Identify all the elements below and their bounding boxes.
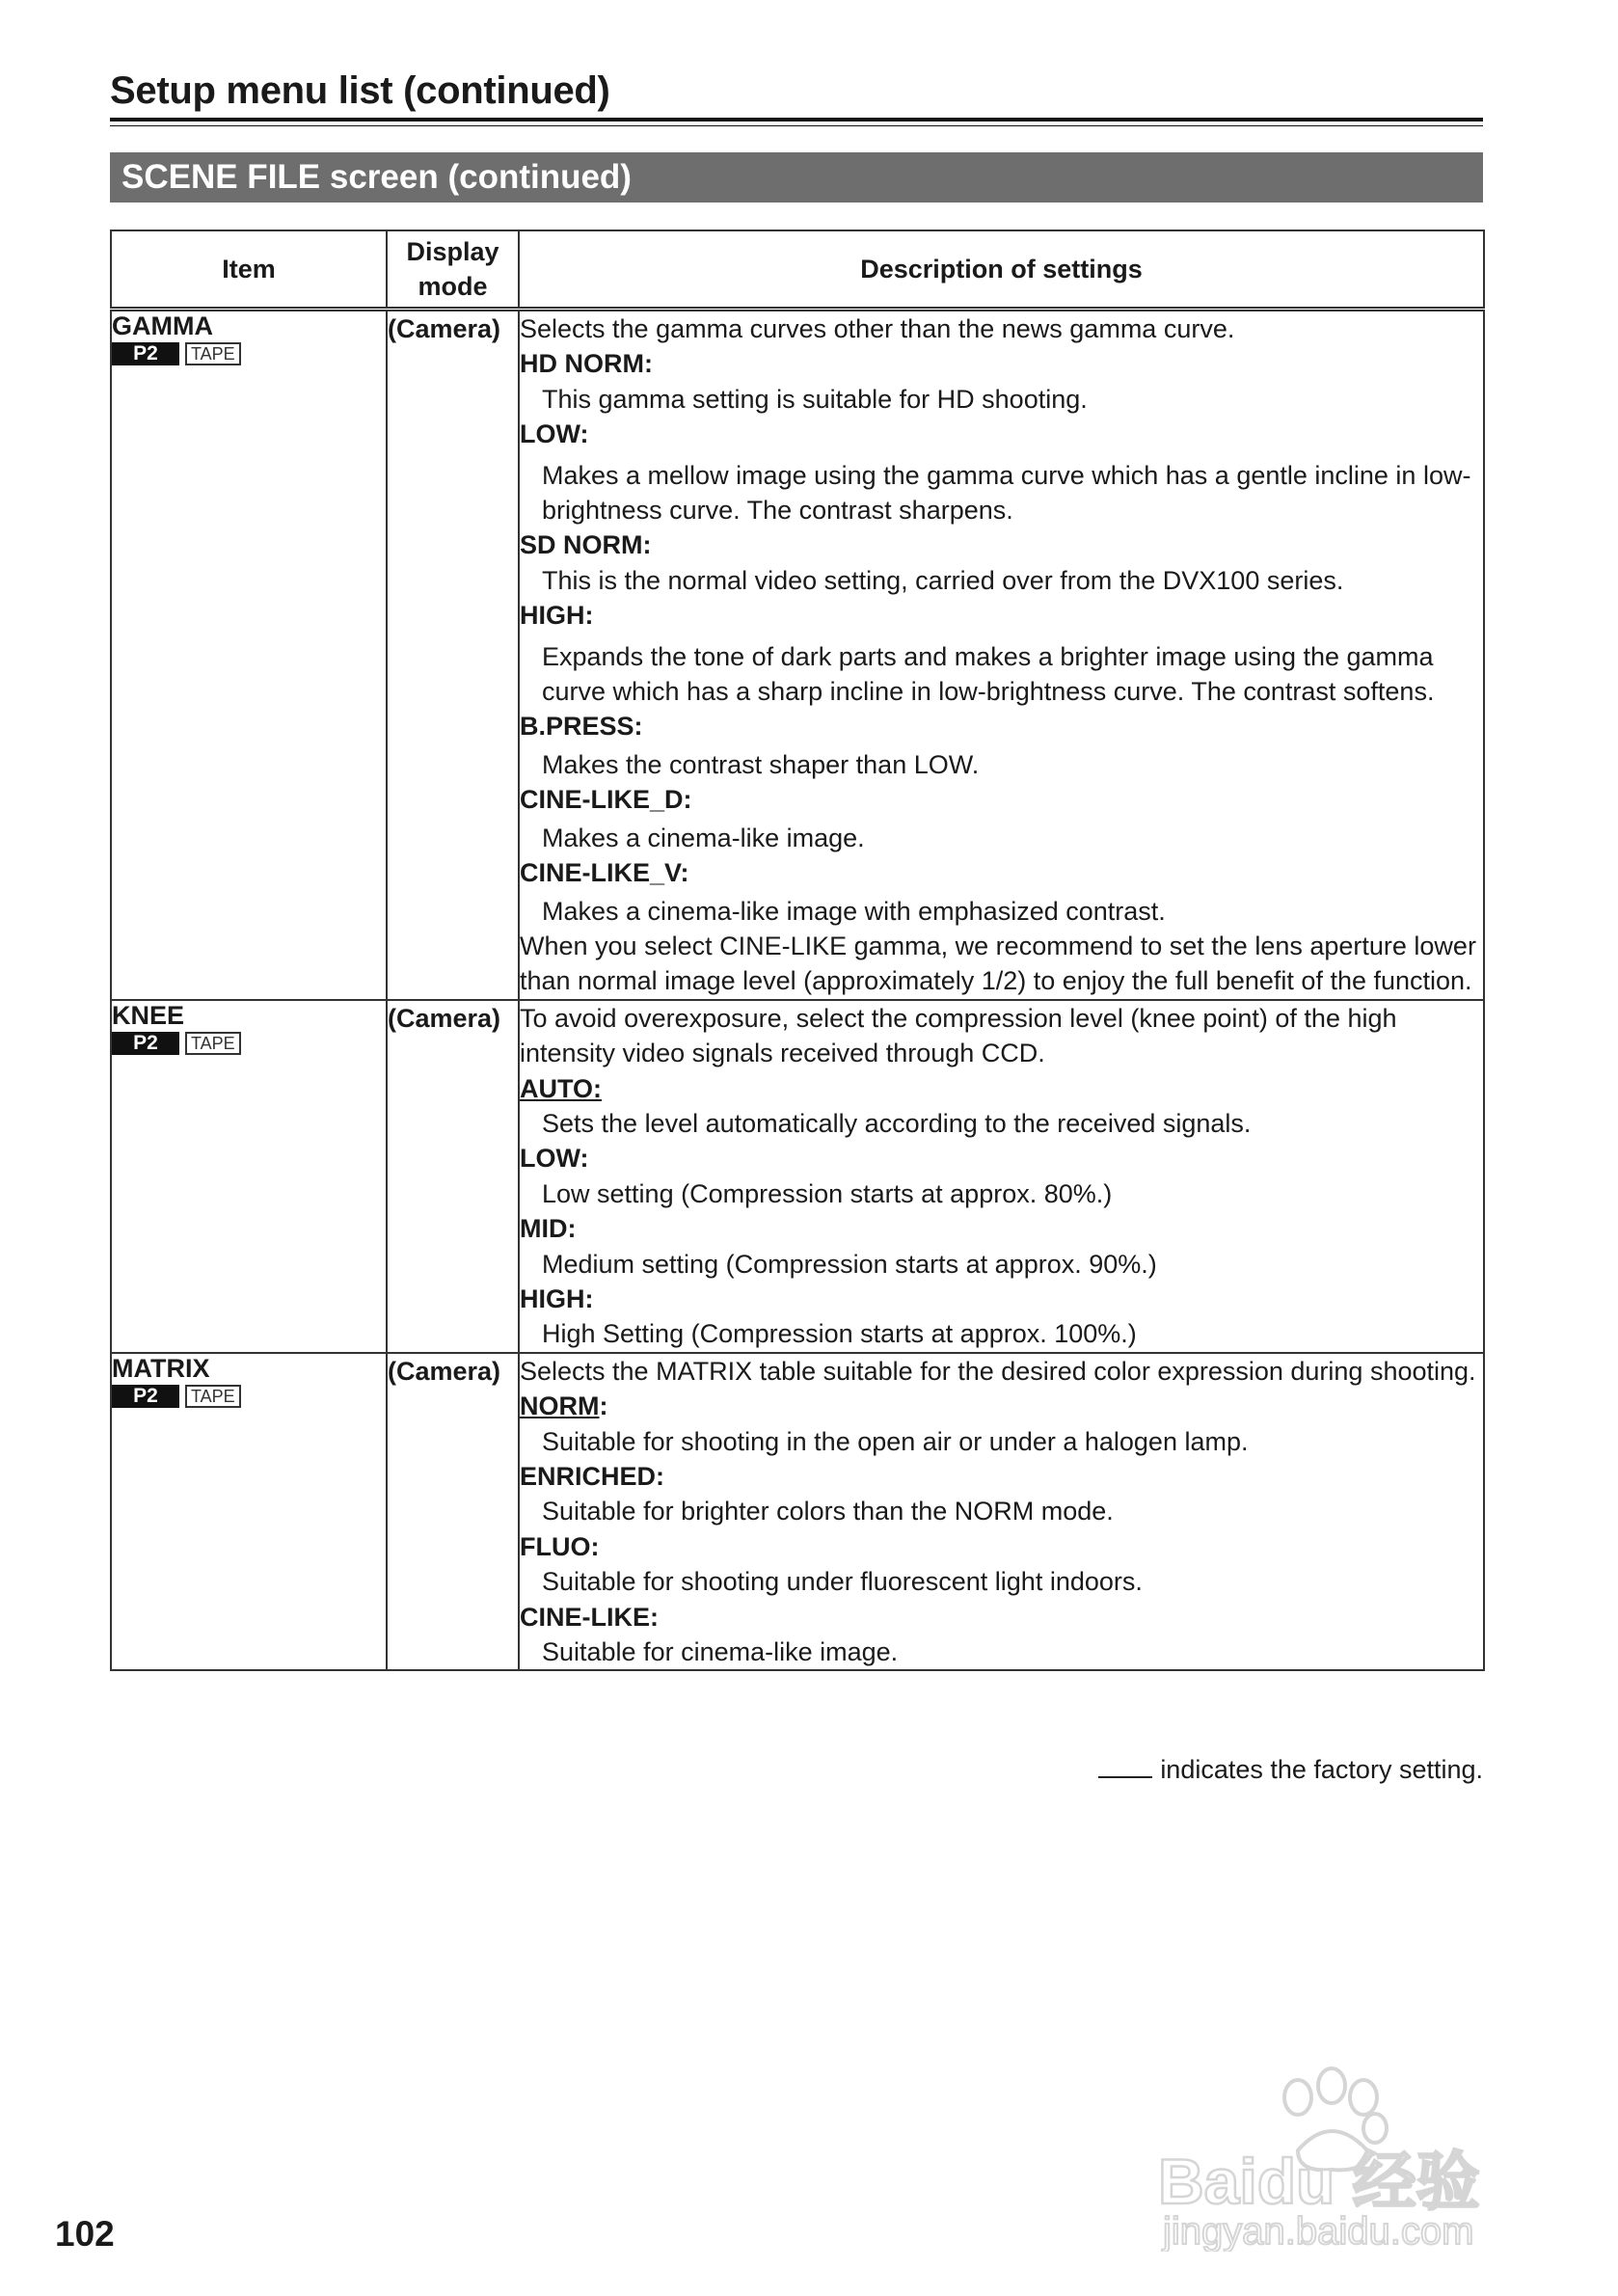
description-intro: Selects the MATRIX table suitable for the desired color expression during shooting. [520, 1356, 1476, 1386]
option-description: Expands the tone of dark parts and makes a brighter image using the gamma curve which has a sharp incline in low-brightness curve. The contrast softens. [542, 641, 1435, 707]
option-label-default: NORM [520, 1391, 600, 1421]
option-description: Suitable for brighter colors than the NORM mode. [542, 1497, 1114, 1526]
section-heading: SCENE FILE screen (continued) [110, 152, 1483, 203]
tape-badge: TAPE [185, 1385, 241, 1408]
header-description: Description of settings [519, 230, 1484, 310]
option-description: Low setting (Compression starts at approx. 80%.) [542, 1178, 1113, 1208]
item-cell [111, 310, 387, 1000]
option-label: ENRICHED: [520, 1462, 665, 1491]
media-badges [112, 1385, 386, 1408]
option-label: CINE-LIKE_D: [520, 785, 692, 815]
header-mode-line1: Display [406, 237, 499, 266]
item-cell [111, 1353, 387, 1671]
settings-table [110, 230, 1485, 1671]
option-description: Makes the contrast shaper than LOW. [542, 749, 980, 779]
description-cell [519, 1000, 1484, 1353]
display-mode: (Camera) [387, 1353, 519, 1671]
header-item: Item [111, 230, 387, 310]
option-label: HIGH: [520, 601, 594, 631]
page-title: Setup menu list (continued) [110, 69, 610, 112]
item-name: MATRIX [112, 1353, 210, 1383]
watermark-logo-text: Baidu 经验 [1158, 2146, 1480, 2217]
option-label: MID: [520, 1214, 577, 1244]
underline-marker [1098, 1755, 1152, 1778]
option-label: LOW: [520, 1144, 589, 1174]
description-note: When you select CINE-LIKE gamma, we recommend to set the lens aperture lower than normal image level (approximately 1/2) to enjoy the full benefit of the function. [520, 931, 1476, 996]
item-cell [111, 1000, 387, 1353]
option-description: Medium setting (Compression starts at approx. 90%.) [542, 1249, 1157, 1279]
option-label: FLUO: [520, 1531, 600, 1561]
tape-badge: TAPE [185, 342, 241, 365]
header-mode-line2: mode [418, 272, 488, 301]
tape-badge: TAPE [185, 1032, 241, 1055]
description-intro: To avoid overexposure, select the compression level (knee point) of the high intensity video signals received through CCD. [520, 1003, 1397, 1068]
table-row-gamma [111, 310, 1484, 1000]
description-cell [519, 310, 1484, 1000]
p2-badge: P2 [112, 1385, 179, 1408]
media-badges [112, 1032, 386, 1055]
option-label: B.PRESS: [520, 712, 643, 742]
title-divider-thin [110, 125, 1483, 126]
option-description: Suitable for shooting under fluorescent light indoors. [542, 1567, 1143, 1597]
baidu-watermark [1153, 2059, 1539, 2252]
option-label: LOW: [520, 419, 589, 449]
footnote-text: indicates the factory setting. [1160, 1755, 1483, 1784]
table-row-matrix [111, 1353, 1484, 1671]
p2-badge: P2 [112, 342, 179, 365]
option-description: Suitable for cinema-like image. [542, 1637, 899, 1667]
p2-badge: P2 [112, 1032, 179, 1055]
option-description: Sets the level automatically according to the received signals. [542, 1108, 1252, 1138]
option-label-default: AUTO: [520, 1073, 602, 1103]
item-name: KNEE [112, 1000, 185, 1030]
description-intro: Selects the gamma curves other than the news gamma curve. [520, 314, 1235, 343]
title-divider [110, 118, 1483, 122]
header-display-mode [387, 230, 519, 310]
option-description: Makes a mellow image using the gamma curve which has a gentle incline in low-brightness curve. The contrast sharpens. [542, 460, 1471, 526]
option-label: HD NORM: [520, 349, 653, 379]
option-description: High Setting (Compression starts at approx. 100%.) [542, 1319, 1137, 1349]
watermark-url-text: jingyan.baidu.com [1163, 2210, 1474, 2252]
table-header-row [111, 230, 1484, 310]
option-description: Makes a cinema-like image with emphasized contrast. [542, 896, 1166, 926]
option-description: This is the normal video setting, carried over from the DVX100 series. [542, 565, 1344, 595]
option-label: CINE-LIKE: [520, 1602, 659, 1632]
option-label: HIGH: [520, 1283, 594, 1313]
option-label-suffix: : [599, 1391, 608, 1421]
description-cell [519, 1353, 1484, 1671]
display-mode: (Camera) [387, 1000, 519, 1353]
page-number: 102 [55, 2214, 115, 2254]
factory-setting-footnote [1098, 1755, 1483, 1785]
option-description: Suitable for shooting in the open air or under a halogen lamp. [542, 1426, 1249, 1456]
option-description: This gamma setting is suitable for HD shooting. [542, 384, 1088, 414]
table-row-knee [111, 1000, 1484, 1353]
item-name: GAMMA [112, 311, 213, 340]
media-badges [112, 342, 386, 365]
option-label: SD NORM: [520, 530, 652, 560]
option-label: CINE-LIKE_V: [520, 858, 689, 888]
option-description: Makes a cinema-like image. [542, 823, 865, 852]
display-mode: (Camera) [387, 310, 519, 1000]
